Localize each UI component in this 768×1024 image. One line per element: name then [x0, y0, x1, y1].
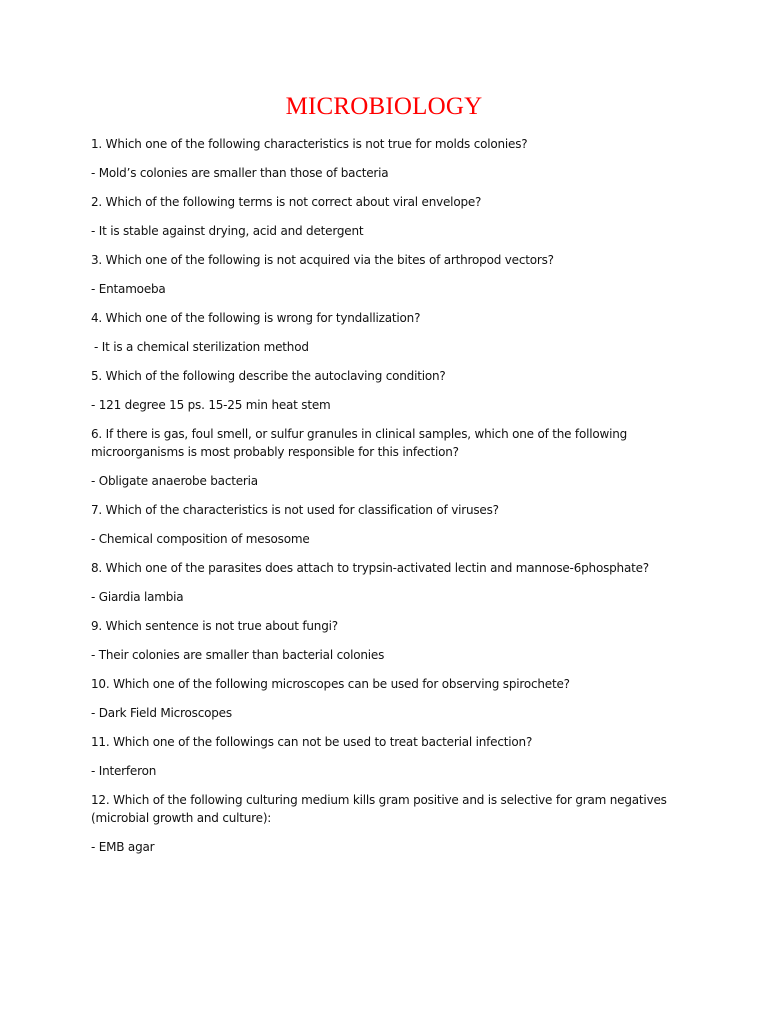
question-1: 1. Which one of the following characteristics is not true for molds colonies?	[91, 137, 528, 151]
question-7: 7. Which of the characteristics is not used for classification of viruses?	[91, 503, 499, 517]
answer-12: - EMB agar	[91, 840, 155, 854]
question-12: 12. Which of the following culturing medium kills gram positive and is selective for gram negatives (microbial growth and culture):	[91, 793, 667, 825]
answer-9: - Their colonies are smaller than bacterial colonies	[91, 648, 385, 662]
question-10: 10. Which one of the following microscopes can be used for observing spirochete?	[91, 677, 570, 691]
answer-7: - Chemical composition of mesosome	[91, 532, 310, 546]
answer-5: - 121 degree 15 ps. 15-25 min heat stem	[91, 398, 331, 412]
question-3: 3. Which one of the following is not acquired via the bites of arthropod vectors?	[91, 253, 554, 267]
answer-2: - It is stable against drying, acid and detergent	[91, 224, 364, 238]
answer-8: - Giardia lambia	[91, 590, 184, 604]
answer-6: - Obligate anaerobe bacteria	[91, 474, 258, 488]
question-4: 4. Which one of the following is wrong for tyndallization?	[91, 311, 421, 325]
answer-3: - Entamoeba	[91, 282, 166, 296]
document-body	[91, 135, 691, 867]
answer-11: - Interferon	[91, 764, 157, 778]
answer-4: - It is a chemical sterilization method	[94, 340, 309, 354]
question-5: 5. Which of the following describe the autoclaving condition?	[91, 369, 446, 383]
question-2: 2. Which of the following terms is not correct about viral envelope?	[91, 195, 482, 209]
question-6: 6. If there is gas, foul smell, or sulfur granules in clinical samples, which one of the following microorganisms is most probably responsible for this infection?	[91, 427, 628, 459]
answer-1: - Mold’s colonies are smaller than those of bacteria	[91, 166, 389, 180]
question-11: 11. Which one of the followings can not be used to treat bacterial infection?	[91, 735, 533, 749]
question-9: 9. Which sentence is not true about fungi?	[91, 619, 338, 633]
question-8: 8. Which one of the parasites does attach to trypsin-activated lectin and mannose-6phosphate?	[91, 561, 649, 575]
document-title: MICROBIOLOGY	[285, 93, 483, 120]
answer-10: - Dark Field Microscopes	[91, 706, 232, 720]
